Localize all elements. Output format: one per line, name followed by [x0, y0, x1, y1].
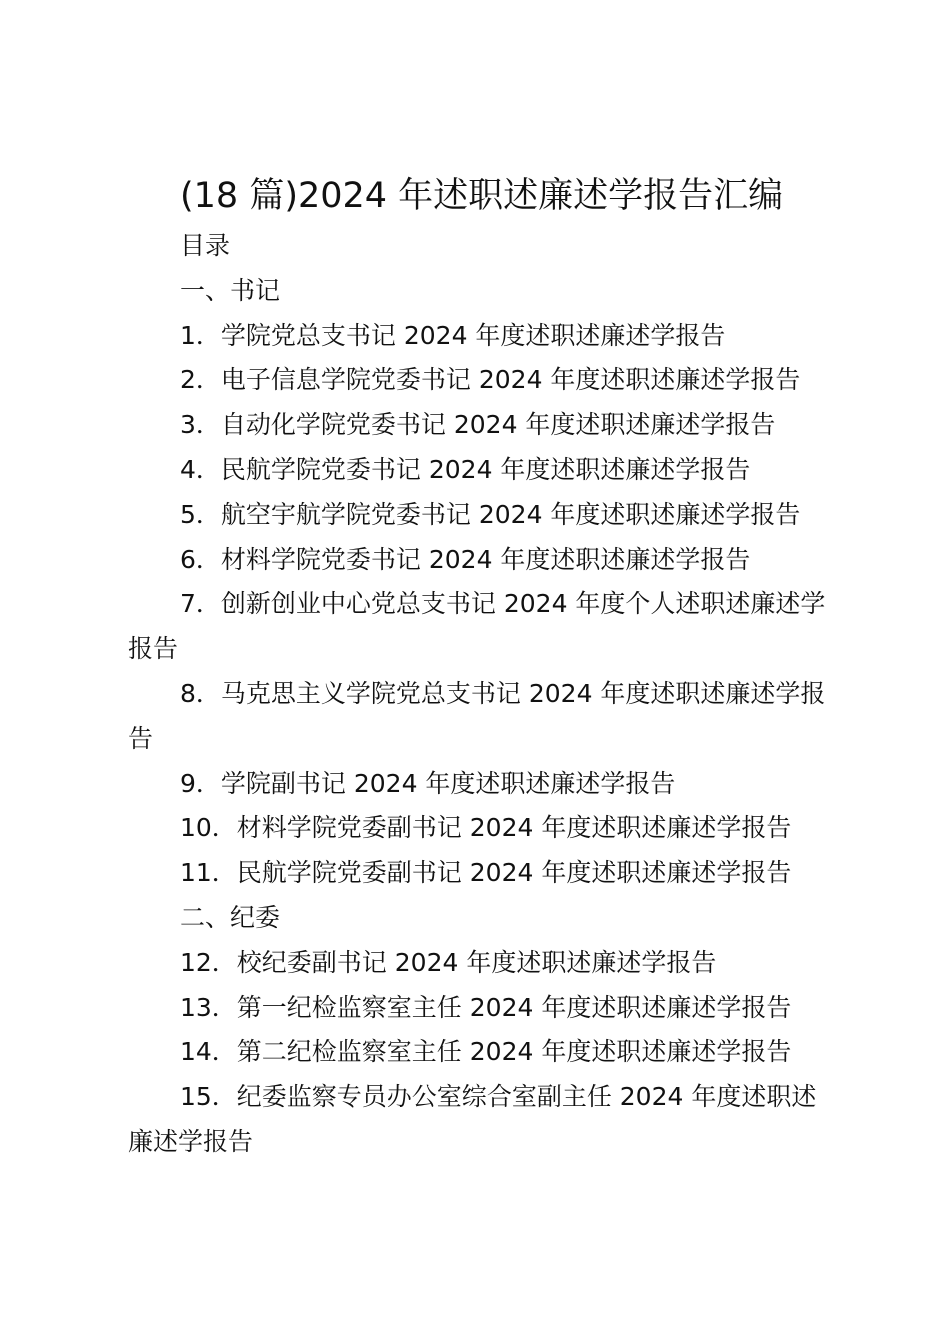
toc-entry: 5．航空宇航学院党委书记 2024 年度述职述廉述学报告 [180, 499, 801, 529]
toc-entry: 9．学院副书记 2024 年度述职述廉述学报告 [180, 768, 676, 798]
toc-entry: 12．校纪委副书记 2024 年度述职述廉述学报告 [180, 947, 717, 977]
toc-entry: 15．纪委监察专员办公室综合室副主任 2024 年度述职述廉述学报告 [128, 1082, 817, 1156]
toc-heading: 目录 [180, 231, 231, 260]
toc-entry: 11．民航学院党委副书记 2024 年度述职述廉述学报告 [180, 858, 792, 888]
toc-entry: 10．材料学院党委副书记 2024 年度述职述廉述学报告 [180, 813, 792, 843]
toc-entry: 2．电子信息学院党委书记 2024 年度述职述廉述学报告 [180, 365, 801, 395]
toc-entry: 14．第二纪检监察室主任 2024 年度述职述廉述学报告 [180, 1037, 792, 1067]
toc-entry: 8．马克思主义学院党总支书记 2024 年度述职述廉述学报告 [128, 678, 826, 753]
toc-entry: 1．学院党总支书记 2024 年度述职述廉述学报告 [180, 320, 726, 350]
document-title: (18 篇)2024 年述职述廉述学报告汇编 [180, 176, 784, 216]
toc-section-heading: 二、纪委 [180, 902, 281, 932]
toc-entry: 3．自动化学院党委书记 2024 年度述职述廉述学报告 [180, 410, 776, 440]
table-of-contents [128, 224, 840, 1165]
toc-entry: 6．材料学院党委书记 2024 年度述职述廉述学报告 [180, 544, 751, 574]
toc-section-heading: 一、书记 [180, 275, 281, 305]
toc-entry: 4．民航学院党委书记 2024 年度述职述廉述学报告 [180, 454, 751, 484]
toc-entry: 13．第一纪检监察室主任 2024 年度述职述廉述学报告 [180, 992, 792, 1022]
toc-entry: 7．创新创业中心党总支书记 2024 年度个人述职述廉述学报告 [128, 589, 826, 664]
